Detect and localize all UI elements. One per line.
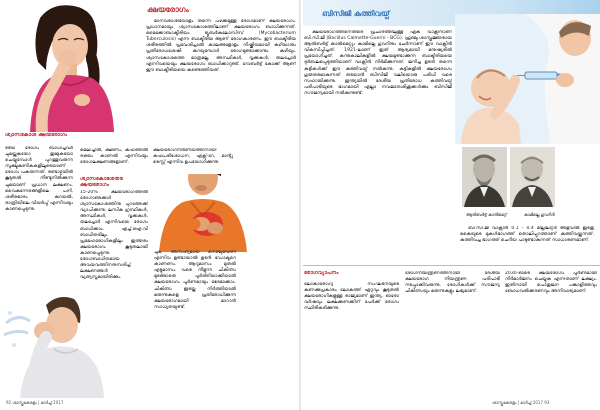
portrait-calmette xyxy=(462,147,507,207)
section-heading: ശ്വാസകോശ ക്ഷയരോഗം xyxy=(5,132,68,138)
page-gutter xyxy=(299,0,301,410)
column-text: 2030-ഓടെ ക്ഷയരോഗം പൂർണമായി നിർമാർജനം ചെയ്യുക എന്നതാണ് ലക്ഷ്യം. ഇതിനായി പൊതുജന പങ്കാളിത്തവും ബോധവൽക്കരണവും അനിവാര്യമാണ്. xyxy=(505,271,597,295)
column-text: രോഗനിയന്ത്രണത്തിനായി ദേശീയ ക്ഷയരോഗ നിയന്ത്രണ പരിപാടി നടപ്പാക്കിവരുന്നു. രോഗികൾക്ക് സൗജന്യ ചികിത്സയും മരുന്നുകളും ലഭ്യമാണ്. xyxy=(405,271,500,295)
page-title: ബിസിജി കുത്തിവയ്പ് xyxy=(322,9,390,18)
column-text: ടിബി രോഗം ബാധിച്ചവർ ചുമയ്ക്കുകയോ തുമ്മുകയോ ചെയ്യുമ്പോൾ പുറത്തുവരുന്ന സൂക്ഷ്മകണികകളിലൂടെയാണ് രോഗം പകരുന്നത്. രണ്ടാഴ്ചയിൽ കൂടുതൽ നീണ്ടുനിൽക്കുന്ന ചുമയാണ് പ്രധാന ലക്ഷണം. വൈകുന്നേരങ്ങളിലെ പനി, ശരീരഭാരം കുറയൽ, രാത്രിയിലെ വിയർപ്പ് എന്നിവയും കാണപ്പെടുന്നു. xyxy=(5,146,73,212)
column-text: ചുമ, അസഹ്യമായ നെഞ്ചുവേദന എന്നിവ ഉണ്ടായാൽ ഉടൻ ഡോക്ടറെ കാണണം. ആറുമാസം മുതൽ എട്ടുമാസം വരെ നീളുന്ന ചികിത്സ മുടങ്ങാതെ പൂർത്തിയാക്കിയാൽ ക്ഷയരോഗം പൂർണമായും ഭേദമാക്കാം. ചികിത്സ ഇടയ്ക്കു നിർത്തിയാൽ മരുന്നുകളെ പ്രതിരോധിക്കുന്ന ക്ഷയരോഗമായി മാറാൻ സാധ്യതയുണ്ട്. xyxy=(154,250,236,310)
section-heading: രോഗവ്യാപനം xyxy=(304,270,339,276)
portrait-caption: ആൽബർട്ട് കാൽമെറ്റ് xyxy=(466,212,507,217)
coughing-woman-illustration xyxy=(0,0,143,132)
page-footer: 92 ശാസ്ത്രകേരളം | മാർച്ച് 2017 xyxy=(6,400,64,405)
column-text: ബി.സി.ജി വാക്സിൻ 0.1 - 0.4 മില്ലിലിറ്റർ അളവിൽ ഇടതു കൈയുടെ മുകൾഭാഗത്ത് തൊലിപ്പുറത്താണ് കുത്തിവയ്ക്കുന്നത്. കുത്തിവച്ച ഭാഗത്ത് ചെറിയ പാടുണ്ടാകുന്നത് സാധാരണമാണ്. xyxy=(460,226,594,244)
column-text: മെലിച്ചിൽ, ക്ഷീണം, കഫത്തിൽ രക്തം കാണൽ എന്നിവയും രോഗലക്ഷണങ്ങളാണ്. xyxy=(80,148,148,166)
column-text: 15-20% ക്ഷയരോഗത്തിൽ രോഗാണുക്കൾ ശ്വാസകോശത്തിനു പുറത്തേക്ക് വ്യാപിക്കുന്നു. ലസിക ഗ്രന്ഥികൾ, അസ്ഥികൾ, വൃക്കകൾ, തലച്ചോർ എന്നിവയെ രോഗം ബാധിക്കാം. എച്ച്.ഐ.വി ബാധിതരിലും പ്രമേഹരോഗികളിലും ഇത്തരം ക്ഷയരോഗം കൂടുതലായി കാണപ്പെടുന്നു. രോഗബാധിതമായ അവയവത്തിനനുസരിച്ച് ലക്ഷണങ്ങൾ വ്യത്യസ്തമായിരിക്കും. xyxy=(80,190,148,281)
intro-paragraph: ക്ഷയരോഗത്തിനെതിരെ പ്രചാരത്തിലുള്ള ഏക വാക്സിനാണ് ബി.സി.ജി (Bacillus Calmette-Guerin - BCG). ഫ്രഞ്ചു ശാസ്ത്രജ്ഞരായ ആൽബർട്ട് കാൽമെറ്റും കാമില്ലെ ഗുവറിനും ചേർന്നാണ് ഈ വാക്സിൻ വികസിപ്പിച്ചത്. 1921-ലാണ് ഇത് ആദ്യമായി മനുഷ്യരിൽ പ്രയോഗിച്ചത്. കന്നുകാലികളിൽ ക്ഷയമുണ്ടാക്കുന്ന ബാക്ടീരിയയെ ദുർബലപ്പെടുത്തിയാണ് വാക്സിൻ നിർമിക്കുന്നത്. ജനിച്ച ഉടൻ തന്നെ കുട്ടികൾക്ക് ഈ കുത്തിവയ്പ് നൽകുന്നു. കുട്ടികളിൽ ക്ഷയരോഗം ഗുരുതരമാകുന്നത് തടയാൻ ബിസിജി വലിയൊരു പരിധി വരെ സഹായിക്കുന്നു. ഇന്ത്യയിൽ ദേശീയ പ്രതിരോധ കുത്തിവയ്പ് പരിപാടിയുടെ ഭാഗമായി എല്ലാ നവജാതശിശുക്കൾക്കും ബിസിജി സൗജന്യമായി നൽകുന്നുണ്ട്. xyxy=(304,30,452,96)
page-footer: ശാസ്ത്രകേരളം | മാർച്ച് 2017 93 xyxy=(492,400,550,405)
section-divider xyxy=(303,265,600,266)
intro-paragraph: മാനവരാശിയോളം തന്നെ പഴക്കമുള്ള രോഗമാണ് ക്ഷയരോഗം. പ്രധാനമായും ശ്വാസകോശത്തിലാണ് ക്ഷയരോഗം ബാധിക്കുന്നത്. മൈക്കോബാക്ടീരിയം ട്യൂബർകുലോസിസ് (Mycobacterium Tuberculosis) എന്ന ബാക്ടീരിയ ആണ് രോഗകാരണം. ഈ ബാക്ടീരിയ ശരീരത്തിൽ പ്രവേശിച്ചാൽ കാലങ്ങളോളം നിഷ്ക്രിയമായി കഴിയാനും പ്രതിരോധശേഷി കുറയുമ്പോൾ രോഗമുണ്ടാക്കാനും കഴിയും. ശ്വാസകോശത്തെ മാത്രമല്ല, അസ്ഥികൾ, വൃക്കകൾ, തലച്ചോർ എന്നിവയെയും ക്ഷയരോഗം ബാധിക്കാറുണ്ട്. റോബർട്ട് കോക്ക് ആണ് ഈ ബാക്ടീരിയയെ കണ്ടെത്തിയത്. xyxy=(146,19,296,73)
page-title: ക്ഷയരോഗം xyxy=(147,5,189,14)
column-text: ക്ഷയരോഗനിർണയത്തിനായി കഫപരിശോധന, എക്സ്-റേ, മാന്റു ടെസ്റ്റ് എന്നിവ ഉപയോഗിക്കുന്നു. xyxy=(153,148,233,174)
section-heading: ശ്വാസകോശേതര ക്ഷയരോഗം xyxy=(80,176,123,189)
portrait-guerin xyxy=(510,147,555,207)
vaccination-illustration xyxy=(455,14,600,144)
portrait-caption: കാമില്ലെ ഗുവറിൻ xyxy=(524,212,555,217)
column-text: ലോകാരോഗ്യ സംഘടനയുടെ കണക്കുപ്രകാരം ലോകത്ത് ഏറ്റവും കൂടുതൽ ക്ഷയരോഗികളുള്ള രാജ്യമാണ് ഇന്ത്യ. ഓരോ വർഷവും ലക്ഷക്കണക്കിന് പേർക്ക് രോഗം സ്ഥിരീകരിക്കുന്നു. xyxy=(304,282,399,312)
